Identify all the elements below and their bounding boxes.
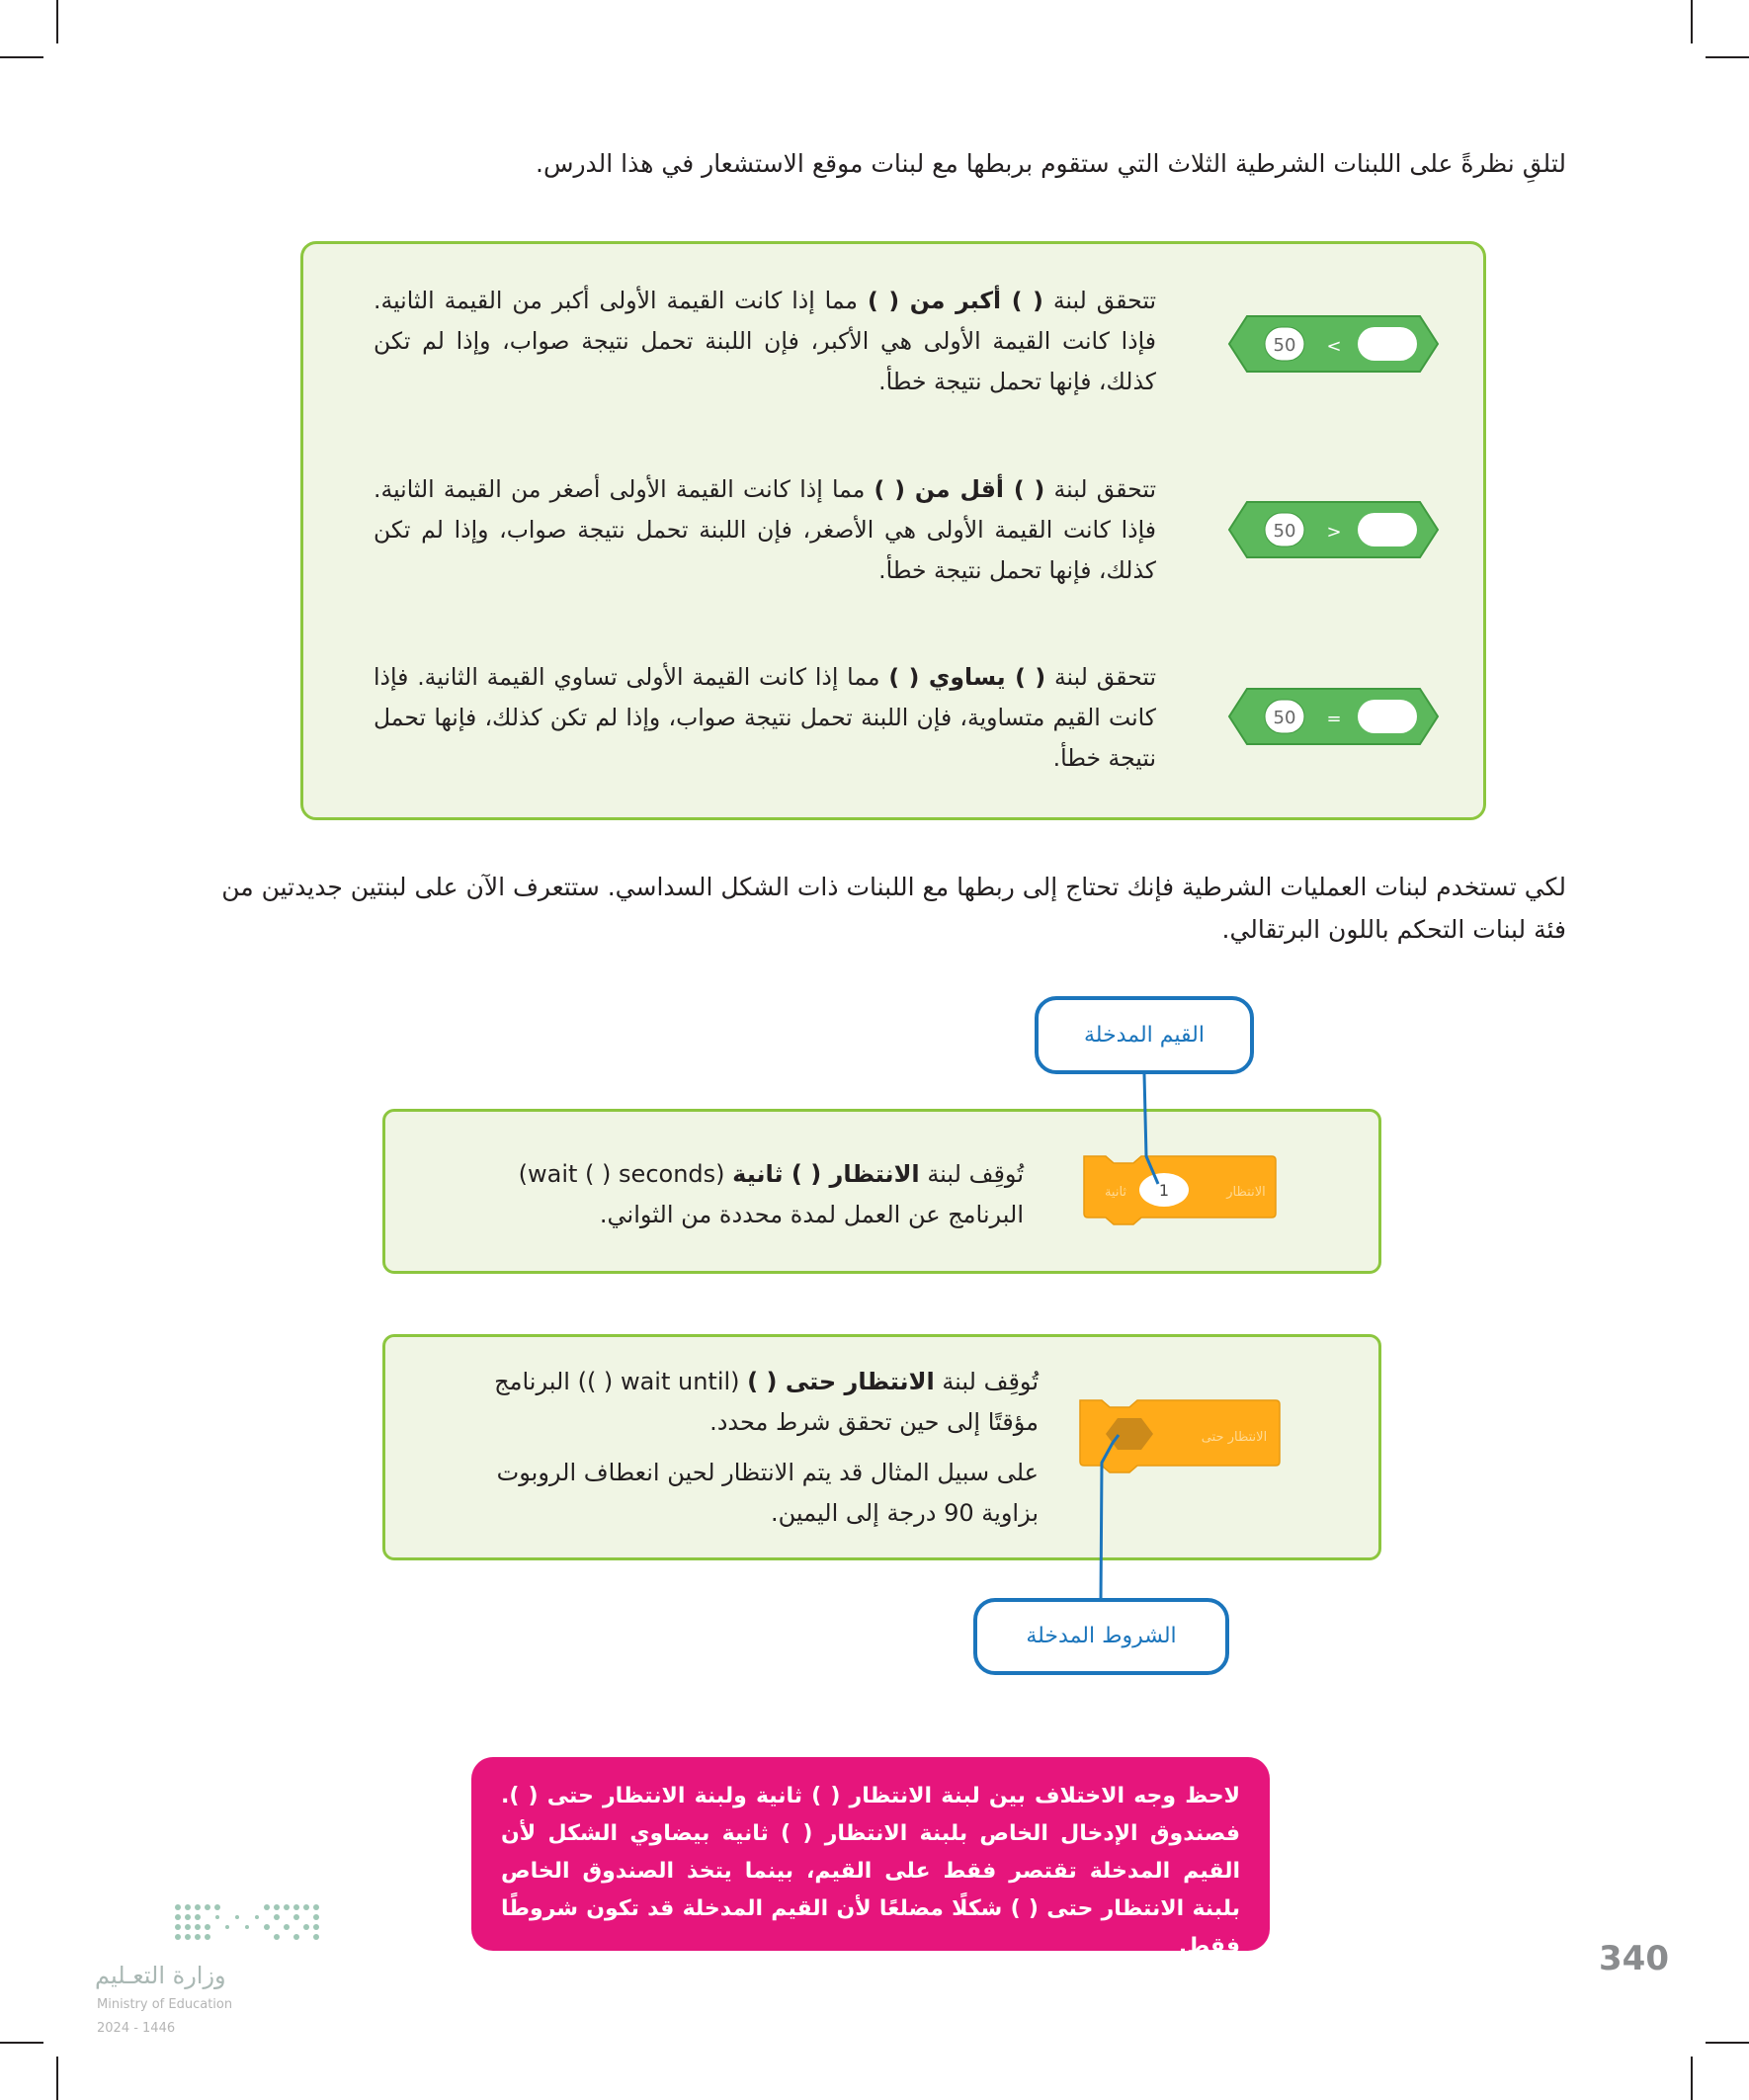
desc-rest: مما إذا كانت القيمة الأولى تساوي القيمة الثانية. فإذا كانت القيم متساوية، فإن اللبنة تحمل نتيجة صواب، وإذا لم تكن كذلك، فإنها تحمل نتيجة خطأ. bbox=[374, 663, 1156, 772]
ministry-name-english: Ministry of Education bbox=[97, 1997, 233, 2012]
desc-bold: ( ) أقل من ( ) bbox=[874, 475, 1045, 503]
desc-line: مؤقتًا إلى حين تحقق شرط محدد. bbox=[709, 1408, 1039, 1436]
intro-text: لتلقِ نظرةً على اللبنات الشرطية الثلاث التي ستقوم بربطها مع لبنات موقع الاستشعار في هذا الدرس. bbox=[536, 149, 1566, 178]
callout-label: القيم المدخلة bbox=[1084, 1023, 1205, 1048]
page-number: 340 bbox=[1599, 1939, 1669, 1978]
block-label: الانتظار bbox=[1226, 1185, 1266, 1200]
operator-symbol: < bbox=[1326, 336, 1342, 357]
operand-value: 50 bbox=[1273, 335, 1296, 356]
desc-lead: تتحقق لبنة bbox=[1053, 663, 1156, 691]
block-value: 1 bbox=[1158, 1181, 1170, 1200]
note-box: لاحظ وجه الاختلاف بين لبنة الانتظار ( ) ثانية ولبنة الانتظار حتى ( ). فصندوق الإدخال الخاص بلبنة الانتظار ( ) ثانية بيضاوي الشكل لأن القيم المدخلة تقتصر فقط على القيم، بينما يتخذ الصندوق الخاص بلبنة الانتظار حتى ( ) شكلًا مضلعًا لأن القيم المدخلة قد تكون شروطًا فقط. bbox=[471, 1757, 1270, 1951]
desc-rest: مما إذا كانت القيمة الأولى أكبر من القيمة الثانية. فإذا كانت القيمة الأولى هي الأكبر، فإن اللبنة تحمل نتيجة صواب، وإذا لم تكن كذلك، فإنها تحمل نتيجة خطأ. bbox=[374, 287, 1156, 395]
desc-line: بزاوية 90 درجة إلى اليمين. bbox=[771, 1499, 1039, 1527]
desc-line: على سبيل المثال قد يتم الانتظار لحين انعطاف الروبوت bbox=[496, 1459, 1039, 1486]
desc-line: البرنامج عن العمل لمدة محددة من الثواني. bbox=[599, 1201, 1024, 1228]
operand-value: 50 bbox=[1273, 521, 1296, 542]
desc-lead: تتحقق لبنة bbox=[1053, 475, 1156, 503]
desc-en: (wait ( ) seconds) bbox=[518, 1160, 725, 1188]
desc-tail: البرنامج bbox=[494, 1368, 570, 1395]
control-blocks-intro: لكي تستخدم لبنات العمليات الشرطية فإنك تحتاج إلى ربطها مع اللبنات ذات الشكل السداسي. ستتعرف الآن على لبنتين جديدتين من فئة لبنات التحكم باللون البرتقالي. bbox=[221, 873, 1566, 944]
callout-label: الشروط المدخلة bbox=[1026, 1624, 1177, 1648]
block-unit: ثانية bbox=[1104, 1185, 1127, 1200]
desc-lead: تُوقِف لبنة bbox=[942, 1368, 1039, 1395]
desc-lead: تُوقِف لبنة bbox=[927, 1160, 1024, 1188]
operator-symbol: > bbox=[1326, 522, 1342, 543]
desc-bold: ( ) أكبر من ( ) bbox=[867, 287, 1043, 314]
operator-symbol: = bbox=[1326, 709, 1342, 729]
callout-input-conditions bbox=[973, 1598, 1229, 1675]
desc-bold: ( ) يساوي ( ) bbox=[888, 663, 1046, 691]
desc-bold: الانتظار ( ) ثانية bbox=[732, 1160, 920, 1188]
desc-lead: تتحقق لبنة bbox=[1052, 287, 1156, 314]
desc-rest: مما إذا كانت القيمة الأولى أصغر من القيمة الثانية. فإذا كانت القيمة الأولى هي الأصغر، فإن اللبنة تحمل نتيجة صواب، وإذا لم تكن كذلك، فإنها تحمل نتيجة خطأ. bbox=[374, 475, 1156, 584]
block-label: الانتظار حتى bbox=[1201, 1430, 1268, 1445]
ministry-logo-icon bbox=[170, 1899, 328, 1949]
edition-year: 2024 - 1446 bbox=[97, 2021, 176, 2036]
desc-bold: الانتظار حتى ( ) bbox=[747, 1368, 935, 1395]
operand-value: 50 bbox=[1273, 708, 1296, 728]
desc-en: (wait until ( )) bbox=[577, 1368, 740, 1395]
ministry-name-arabic: وزارة التعـليم bbox=[95, 1962, 226, 1989]
